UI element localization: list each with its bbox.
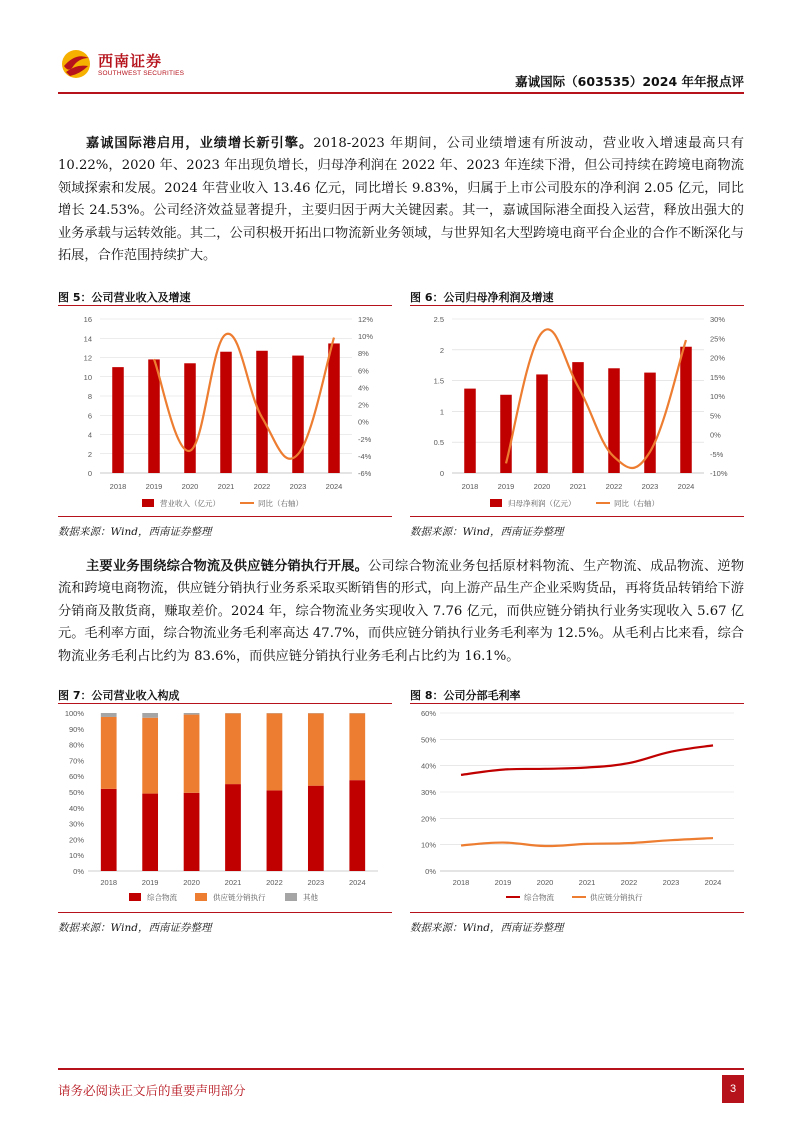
right-axis-tick-label: 10%: [358, 332, 374, 342]
left-axis-tick-label: 2.5: [433, 315, 444, 324]
y-axis-tick-label: 0%: [425, 867, 436, 876]
left-axis-tick-label: 6: [87, 411, 92, 421]
disclaimer-note: 请务必阅读正文后的重要声明部分: [58, 1083, 246, 1098]
paragraph-lead: 嘉诚国际港启用，业绩增长新引擎。: [86, 136, 314, 151]
x-axis-tick-label: 2018: [452, 878, 470, 887]
x-axis-tick-label: 2018: [461, 482, 479, 491]
left-axis-tick-label: 14: [83, 334, 92, 344]
stack-segment-综合物流: [267, 790, 283, 871]
x-axis-tick-label: 2022: [605, 482, 623, 491]
left-axis-tick-label: 10: [83, 372, 92, 382]
y-axis-tick-label: 50%: [420, 735, 436, 745]
series-line-综合物流: [461, 745, 713, 774]
logo-emblem-icon: [58, 46, 94, 82]
right-axis-tick-label: -10%: [710, 469, 728, 478]
paragraph-business: [58, 556, 744, 668]
x-axis-tick-label: 2020: [536, 878, 554, 887]
x-axis-tick-label: 2024: [704, 878, 722, 887]
bar-2024: [680, 347, 692, 473]
stack-segment-综合物流: [142, 794, 158, 871]
logo-english-name: SOUTHWEST SECURITIES: [98, 70, 185, 77]
growth-rate-line: [506, 329, 686, 468]
x-axis-tick-label: 2020: [181, 482, 199, 491]
stack-segment-其他: [184, 713, 200, 715]
left-axis-tick-label: 4: [87, 430, 92, 440]
x-axis-tick-label: 2019: [497, 482, 515, 491]
page-number: 3: [722, 1075, 744, 1103]
right-axis-tick-label: 15%: [710, 372, 726, 382]
y-axis-tick-label: 0%: [73, 867, 84, 876]
x-axis-tick-label: 2021: [569, 482, 587, 491]
x-axis-tick-label: 2023: [641, 482, 659, 491]
figure-6-chart: [410, 307, 744, 515]
bar-2018: [464, 389, 476, 473]
legend-swatch-0: [129, 893, 141, 901]
x-axis-tick-label: 2018: [100, 878, 118, 887]
x-axis-tick-label: 2021: [224, 878, 242, 887]
x-axis-tick-label: 2021: [217, 482, 235, 491]
right-axis-tick-label: 6%: [358, 366, 369, 376]
y-axis-tick-label: 10%: [420, 840, 436, 850]
left-axis-tick-label: 2: [87, 449, 92, 459]
legend-label: 归母净利润（亿元）: [508, 499, 576, 508]
right-axis-tick-label: 4%: [358, 383, 369, 393]
x-axis-tick-label: 2022: [253, 482, 271, 491]
figure-5-chart: [58, 307, 392, 515]
paragraph-performance: [58, 133, 744, 267]
left-axis-tick-label: 0.5: [433, 438, 444, 448]
figure-6-bottom-rule: [410, 516, 744, 517]
stack-segment-综合物流: [225, 784, 241, 871]
right-axis-tick-label: 5%: [710, 411, 721, 421]
legend-label: 综合物流: [147, 893, 177, 902]
right-axis-tick-label: -6%: [358, 469, 372, 478]
figure-7-source: 数据来源：Wind，西南证券整理: [58, 922, 212, 934]
stack-segment-供应链分销执行: [349, 713, 365, 780]
stack-segment-供应链分销执行: [142, 718, 158, 794]
x-axis-tick-label: 2020: [183, 878, 200, 887]
bar-2022: [256, 351, 268, 473]
footer-divider: [58, 1068, 744, 1070]
legend-label: 其他: [303, 893, 318, 902]
stack-segment-其他: [142, 713, 158, 718]
y-axis-tick-label: 90%: [68, 724, 84, 734]
bar-2020: [184, 363, 196, 473]
left-axis-tick-label: 2: [439, 345, 444, 355]
logo-chinese-name: 西南证券: [98, 52, 163, 70]
figure-6-top-rule: [410, 305, 744, 306]
figure-5-top-rule: [58, 305, 392, 306]
y-axis-tick-label: 40%: [68, 803, 84, 813]
stack-segment-供应链分销执行: [184, 715, 200, 793]
figure-8-chart: [410, 705, 744, 911]
stack-segment-综合物流: [349, 780, 365, 871]
right-axis-tick-label: 12%: [358, 315, 374, 324]
legend-label: 综合物流: [524, 893, 554, 902]
figure-8-top-rule: [410, 703, 744, 704]
figure-7-title: 图 7：公司营业收入构成: [58, 689, 180, 702]
y-axis-tick-label: 60%: [68, 772, 84, 782]
legend-swatch-0: [142, 499, 154, 507]
x-axis-tick-label: 2021: [578, 878, 596, 887]
left-axis-tick-label: 1: [439, 407, 444, 417]
header-divider: [58, 92, 744, 94]
right-axis-tick-label: -5%: [710, 449, 724, 459]
x-axis-tick-label: 2022: [266, 878, 283, 887]
right-axis-tick-label: 2%: [358, 400, 369, 410]
stack-segment-综合物流: [184, 793, 200, 871]
figure-6-source: 数据来源：Wind，西南证券整理: [410, 526, 564, 538]
right-axis-tick-label: 8%: [358, 349, 369, 359]
bar-2018: [112, 367, 124, 473]
right-axis-tick-label: 20%: [710, 353, 726, 363]
right-axis-tick-label: 30%: [710, 315, 726, 324]
y-axis-tick-label: 80%: [68, 740, 84, 750]
x-axis-tick-label: 2024: [348, 878, 366, 887]
paragraph-lead: 主要业务围绕综合物流及供应链分销执行开展。: [86, 559, 369, 574]
x-axis-tick-label: 2019: [141, 878, 159, 887]
legend-label: 同比（右轴）: [614, 499, 659, 508]
right-axis-tick-label: 0%: [710, 430, 721, 440]
x-axis-tick-label: 2019: [494, 878, 512, 887]
x-axis-tick-label: 2018: [109, 482, 127, 491]
right-axis-tick-label: 25%: [710, 334, 726, 344]
figure-8-bottom-rule: [410, 912, 744, 913]
stack-segment-供应链分销执行: [225, 713, 241, 784]
y-axis-tick-label: 40%: [420, 761, 436, 771]
x-axis-tick-label: 2023: [307, 878, 325, 887]
legend-label: 同比（右轴）: [258, 499, 303, 508]
y-axis-tick-label: 20%: [420, 814, 436, 824]
legend-swatch-0: [490, 499, 502, 507]
legend-label: 营业收入（亿元）: [160, 499, 220, 508]
paragraph-body: 公司综合物流业务包括原材料物流、生产物流、成品物流、逆物流和跨境电商物流，供应链分销执行业务系采取买断销售的形式，向上游产品生产企业采购货品，再将货品转销给下游分销商及散货商，赚取差价。2024 年，综合物流业务实现收入 7.76 亿元，而供应链分销执行业务实现收入 5.67 亿元。毛利率方面，综合物流业务毛利率高达 47.7%，而供应链分销执行业务毛利率为 12.5%。从毛利占比来看，综合物流业务毛利占比约为 83.6%，而供应链分销执行业务毛利占比约为 16.1%。: [58, 559, 745, 664]
company-logo: [58, 46, 198, 82]
figure-7-chart: [58, 705, 392, 911]
left-axis-tick-label: 16: [83, 315, 92, 324]
y-axis-tick-label: 60%: [420, 709, 436, 718]
right-axis-tick-label: 10%: [710, 392, 726, 401]
figure-8-title: 图 8：公司分部毛利率: [410, 689, 521, 702]
stack-segment-综合物流: [308, 786, 324, 871]
left-axis-tick-label: 12: [83, 353, 92, 363]
bar-2020: [536, 374, 548, 473]
y-axis-tick-label: 70%: [68, 756, 84, 766]
bar-2021: [220, 352, 232, 473]
right-axis-tick-label: -4%: [358, 451, 372, 461]
report-title: 嘉诚国际（603535）2024 年年报点评: [515, 74, 744, 89]
x-axis-tick-label: 2023: [662, 878, 680, 887]
x-axis-tick-label: 2023: [289, 482, 307, 491]
y-axis-tick-label: 100%: [64, 709, 84, 718]
figure-5-source: 数据来源：Wind，西南证券整理: [58, 526, 212, 538]
figure-7-bottom-rule: [58, 912, 392, 913]
left-axis-tick-label: 1.5: [433, 376, 444, 386]
y-axis-tick-label: 10%: [68, 851, 84, 861]
y-axis-tick-label: 20%: [68, 835, 84, 845]
x-axis-tick-label: 2019: [145, 482, 163, 491]
x-axis-tick-label: 2020: [533, 482, 551, 491]
x-axis-tick-label: 2024: [677, 482, 695, 491]
stack-segment-供应链分销执行: [101, 717, 117, 789]
y-axis-tick-label: 30%: [68, 819, 84, 829]
x-axis-tick-label: 2022: [620, 878, 638, 887]
x-axis-tick-label: 2024: [325, 482, 343, 491]
bar-2024: [328, 343, 340, 473]
figure-6-title: 图 6：公司归母净利润及增速: [410, 291, 554, 304]
stack-segment-供应链分销执行: [308, 713, 324, 785]
legend-swatch-1: [195, 893, 207, 901]
legend-label: 供应链分销执行: [213, 893, 266, 902]
left-axis-tick-label: 0: [87, 469, 92, 478]
y-axis-tick-label: 30%: [420, 788, 436, 797]
stack-segment-其他: [101, 713, 117, 717]
figure-5-title: 图 5：公司营业收入及增速: [58, 291, 191, 304]
y-axis-tick-label: 50%: [68, 788, 84, 797]
right-axis-tick-label: -2%: [358, 434, 372, 444]
left-axis-tick-label: 8: [87, 392, 92, 401]
figure-7-top-rule: [58, 703, 392, 704]
right-axis-tick-label: 0%: [358, 417, 369, 427]
stack-segment-综合物流: [101, 789, 117, 871]
paragraph-body: 2018-2023 年期间，公司业绩增速有所波动，营业收入增速最高只有 10.22%，2020 年、2023 年出现负增长，归母净利润在 2022 年、2023 年连续下滑，但公司持续在跨境电商物流领域探索和发展。2024 年营业收入 13.46 亿元，同比增长 9.83%，归属于上市公司股东的净利润 2.05 亿元，同比增长 24.53%。公司经济效益显著提升，主要归因于两大关键因素。其一，嘉诚国际港全面投入运营，释放出强大的业务承载与运转效能。其二，公司积极开拓出口物流新业务领域，与世界知名大型跨境电商平台企业的合作不断深化与拓展，合作范围持续扩大。: [58, 136, 744, 264]
left-axis-tick-label: 0: [439, 469, 444, 478]
stack-segment-供应链分销执行: [267, 713, 283, 790]
figure-8-source: 数据来源：Wind，西南证券整理: [410, 922, 564, 934]
figure-5-bottom-rule: [58, 516, 392, 517]
legend-swatch-2: [285, 893, 297, 901]
legend-label: 供应链分销执行: [590, 893, 643, 902]
